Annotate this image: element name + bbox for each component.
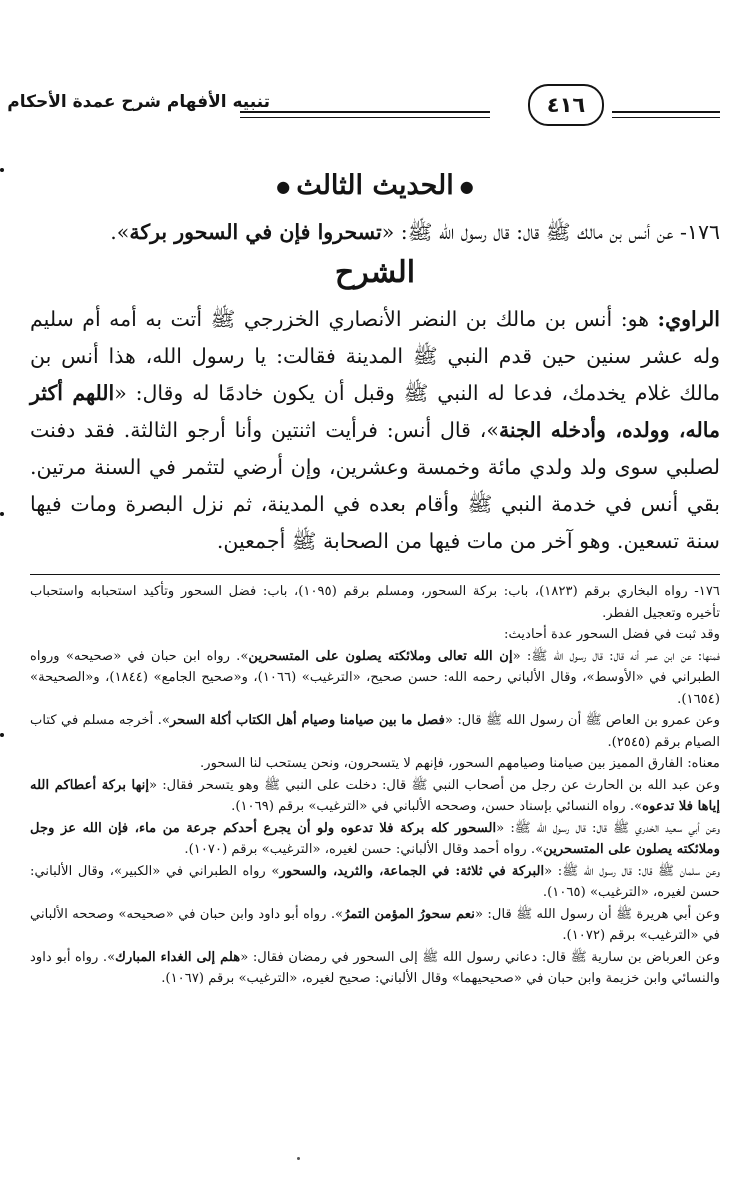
fn-text: وعن العرباض بن سارية ﷺ قال: دعاني رسول الله ﷺ إلى السحور في رمضان فقال: « (240, 949, 720, 965)
footnote (30, 775, 720, 818)
footnote (30, 818, 720, 861)
fn-text: وعن عمرو بن العاص ﷺ أن رسول الله ﷺ قال: « (444, 713, 720, 728)
sharh-text: هو: أنس بن مالك بن النضر الأنصاري الخزرجي ﷺ أتت به أمه أم سليم وله عشر سنين حين قدم النبي ﷺ المدينة فقالت: يا رسول الله، هذا أنس بن مالك غلام يخدمك، فدعا له النبي ﷺ وقبل أن يكون خادمًا له وقال: « (30, 307, 720, 405)
sharh-title: الشرح (334, 255, 416, 290)
sharh-text: »، قال أنس: فرأيت اثنتين وأنا أرجو الثالثة. فقد دفنت لصلبي سوى ولد ولدي مائة وخمسة وعشرين، وإن أرضي لتثمر في السنة مرتين. بقي أنس في خدمة النبي ﷺ وأقام بعده في المدينة، ثم نزل البصرة ومات فيها سنة تسعين. وهو آخر من مات فيها من الصحابة ﷺ أجمعين. (30, 418, 720, 553)
fn-text: ». رواه أبو داود والنسائي وابن خزيمة وابن حبان في «صحيحيهما» وقال الألباني: صحيح لغيره، «الترغيب» برقم (١٠٦٧). (30, 949, 720, 986)
margin-dot (0, 733, 4, 737)
fn-quote: السحور كله بركة فلا تدعوه ولو أن يجرع أحدكم جرعة من ماء، فإن الله عز وجل وملائكته يصلون على المتسحرين (30, 820, 720, 857)
header-rule (612, 111, 720, 113)
hadith-title (30, 170, 720, 214)
footnotes (30, 581, 720, 990)
book-title: تنبيه الأفهام شرح عمدة الأحكام (7, 92, 270, 112)
header-rule (240, 117, 490, 118)
fn-text: ». رواه أحمد وقال الألباني: حسن لغيره، «الترغيب» برقم (١٠٧٠). (184, 842, 544, 857)
main-text (30, 214, 720, 560)
footnote: وقد ثبت في فضل السحور عدة أحاديث: (504, 627, 720, 642)
fn-quote: فصل ما بين صيامنا وصيام أهل الكتاب أكلة السحر (169, 713, 445, 728)
bullet-icon: ● (276, 177, 291, 196)
hadith-text-lead: ١٧٦- عن أنس بن مالك ﷺ قال: قال رسول الله ﷺ: « (381, 220, 720, 244)
margin-dot (0, 168, 4, 172)
narrator-label: الراوي: (657, 307, 720, 331)
fn-text: وعن أبي سعيد الخدري ﷺ قال: قال رسول الله ﷺ: « (496, 820, 720, 836)
hadith-text-quote: تسحروا فإن في السحور بركة (129, 220, 382, 244)
hadith-text-end: ». (110, 220, 130, 244)
fn-text: فمنها: عن ابن عمر أنه قال: قال رسول الله ﷺ: « (512, 648, 721, 664)
footnote: معناه: الفارق المميز بين صيامنا وصيامهم السحور، فإنهم لا يتسحرون، ونحن يستحب لنا السحور. (200, 756, 720, 771)
footnote-rule (30, 574, 720, 575)
fn-quote: إن الله تعالى وملائكته يصلون على المتسحرين (248, 648, 513, 664)
fn-text: ». رواه ابن حبان في «صحيحه» ورواه الطبراني في «الأوسط»، وقال الألباني رحمه الله: حسن صحيح، «الترغيب» (١٠٦٦)، و«صحيح الجامع» (١٨٤٤)، و«الصحيحة» (١٦٥٤). (30, 648, 720, 707)
fn-quote: البركة في ثلاثة: في الجماعة، والثريد، والسحور (279, 863, 545, 879)
fn-text: وعن عبد الله بن الحارث عن رجل من أصحاب النبي ﷺ قال: دخلت على النبي ﷺ وهو يتسحر فقال: « (149, 777, 720, 793)
fn-text: ». أخرجه مسلم في كتاب الصيام برقم (٢٥٤٥). (30, 713, 720, 750)
bullet-icon: ● (459, 177, 474, 196)
footnote (30, 861, 720, 904)
header-rule (612, 117, 720, 118)
hadith-title-text: الحديث الثالث (296, 170, 454, 201)
page-mark (297, 1157, 300, 1160)
hadith-text (30, 214, 720, 251)
fn-text: ». رواه النسائي بإسناد حسن، وصححه الألباني في «الترغيب» برقم (١٠٦٩). (231, 799, 643, 814)
fn-quote: هلم إلى الغداء المبارك (115, 949, 241, 965)
footnote (30, 710, 720, 753)
fn-quote: نعم سحورُ المؤمن التمرُ (343, 906, 475, 922)
footnote (30, 646, 720, 711)
header-rule (240, 111, 490, 113)
page-number: ٤١٦ (528, 84, 604, 126)
footnote (30, 904, 720, 947)
margin-dot (0, 512, 4, 516)
dua-text: اللهم أكثر ماله، وولده، وأدخله الجنة (30, 381, 720, 442)
footnote (30, 947, 720, 990)
fn-text: » رواه الطبراني في «الكبير»، وقال الألباني: حسن لغيره، «الترغيب» (١٠٦٥). (30, 863, 720, 900)
sharh-paragraph (30, 301, 720, 560)
footnote: ١٧٦- رواه البخاري برقم (١٨٢٣)، باب: بركة السحور، ومسلم برقم (١٠٩٥)، باب: فضل السحور وتأكيد استحبابه واستحباب تأخيره وتعجيل الفطر. (30, 584, 720, 621)
fn-quote: إنها بركة أعطاكم الله إياها فلا تدعوه (30, 777, 720, 814)
fn-text: وعن سلمان ﷺ قال: قال رسول الله ﷺ: « (544, 863, 720, 879)
fn-text: وعن أبي هريرة ﷺ أن رسول الله ﷺ قال: « (474, 906, 720, 922)
page-header (7, 78, 720, 130)
fn-text: ». رواه أبو داود وابن حبان في «صحيحه» وصححه الألباني في «الترغيب» برقم (١٠٧٢). (30, 906, 720, 943)
page (7, 78, 721, 990)
